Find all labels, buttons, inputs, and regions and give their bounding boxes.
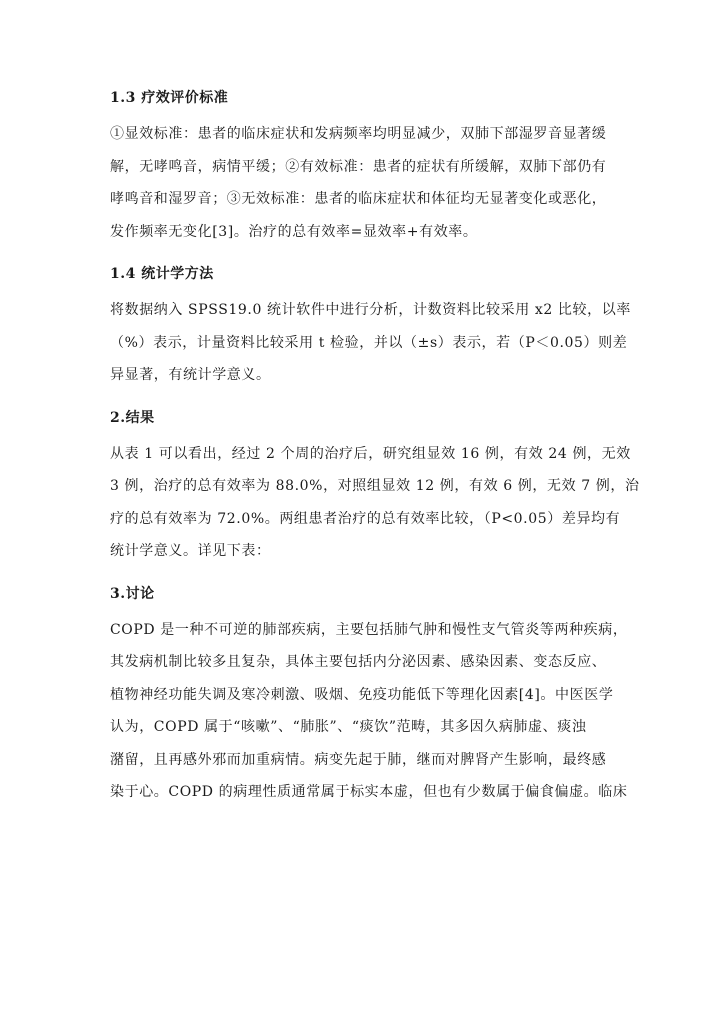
text-line: 疗的总有效率为 72.0%。两组患者治疗的总有效率比较，（P<0.05）差异均有: [110, 510, 621, 527]
paragraph-statistics: [110, 294, 631, 392]
paragraph-results: [110, 438, 640, 568]
text-line: ①显效标准：患者的临床症状和发病频率均明显减少，双肺下部湿罗音显著缓: [110, 126, 607, 142]
document-page: [110, 86, 640, 809]
text-line: 解，无哮鸣音，病情平缓；②有效标准：患者的症状有所缓解，双肺下部仍有: [110, 158, 607, 175]
text-line: COPD 是一种不可逆的肺部疾病，主要包括肺气肿和慢性支气管炎等两种疾病，: [110, 621, 628, 638]
text-line: 植物神经功能失调及寒冷刺激、吸烟、免疫功能低下等理化因素[4]。中医医学: [110, 686, 614, 703]
text-line: 潴留，且再感外邪而加重病情。病变先起于肺，继而对脾肾产生影响，最终感: [110, 751, 607, 768]
section-heading-efficacy-criteria: 1.3 疗效评价标准: [110, 90, 229, 106]
text-line: 将数据纳入 SPSS19.0 统计软件中进行分析，计数资料比较采用 x2 比较，以率: [110, 302, 631, 318]
paragraph-discussion: [110, 614, 628, 809]
text-line: 哮鸣音和湿罗音；③无效标准：患者的临床症状和体征均无显著变化或恶化，: [110, 191, 607, 207]
section-heading-discussion: 3.讨论: [110, 585, 155, 602]
section-heading-results: 2.结果: [110, 409, 155, 426]
text-line: 3 例，治疗的总有效率为 88.0%，对照组显效 12 例，有效 6 例，无效 7 例，治: [110, 478, 640, 494]
text-line: 发作频率无变化[3]。治疗的总有效率=显效率+有效率。: [110, 223, 478, 240]
text-line: 认为，COPD 属于“咳嗽”、“肺胀”、“痰饮”范畴，其多因久病肺虚、痰浊: [110, 719, 587, 735]
text-line: 染于心。COPD 的病理性质通常属于标实本虚，但也有少数属于偏食偏虚。临床: [110, 784, 628, 800]
paragraph-efficacy-criteria: [110, 118, 610, 248]
text-line: 异显著，有统计学意义。: [110, 367, 271, 383]
text-line: 其发病机制比较多且复杂，具体主要包括内分泌因素、感染因素、变态反应、: [110, 654, 607, 670]
text-line: 统计学意义。详见下表：: [110, 543, 271, 559]
text-line: 从表 1 可以看出，经过 2 个周的治疗后，研究组显效 16 例，有效 24 例，无效: [110, 445, 631, 462]
text-line: （%）表示，计量资料比较采用 t 检验，并以（±s）表示，若（P＜0.05）则差: [110, 334, 628, 351]
section-heading-statistics: 1.4 统计学方法: [110, 266, 214, 282]
